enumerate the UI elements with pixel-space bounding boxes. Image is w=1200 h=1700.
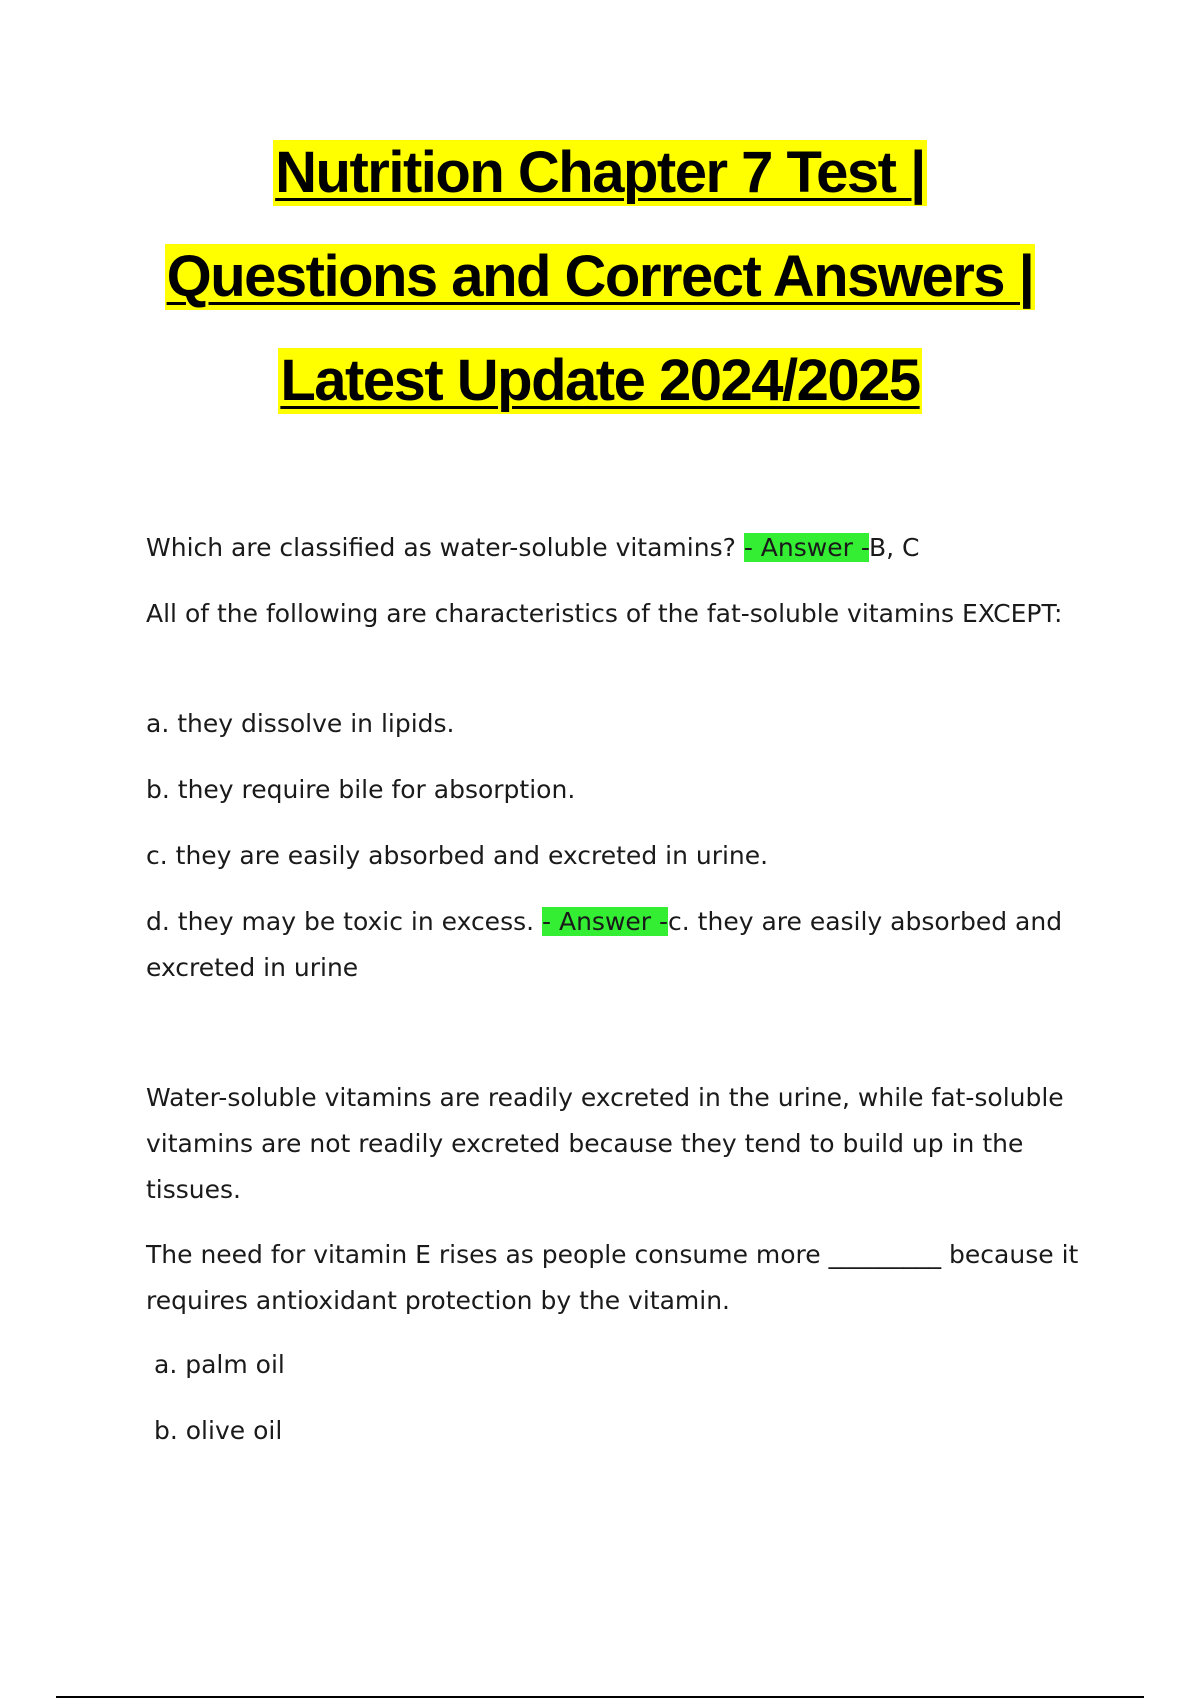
question-2-answer: c. they are easily absorbed and excreted in urine [146,907,1063,982]
answer-tag: - Answer - [743,533,869,562]
question-2-option-b: b. they require bile for absorption. [146,775,576,804]
question-3-option-a: a. palm oil [154,1350,285,1379]
question-2-option-c: c. they are easily absorbed and excreted in urine. [146,841,769,870]
title-line-2: Questions and Correct Answers | [166,244,1034,309]
question-1 [146,525,1086,571]
question-1-text: Which are classified as water-soluble vitamins? [146,533,744,562]
question-2-option-a: a. they dissolve in lipids. [146,709,455,738]
answer-tag: - Answer - [542,907,669,936]
document-title [0,140,1200,452]
question-3-option-b: b. olive oil [154,1416,283,1445]
question-1-answer: B, C [868,533,920,562]
option-d-text: d. they may be toxic in excess. [146,907,543,936]
question-3-stem: The need for vitamin E rises as people consume more _________ because it requires antioxidant protection by the vitamin. [146,1240,1079,1315]
question-2-option-d [146,899,1086,991]
question-2-stem: All of the following are characteristics of the fat-soluble vitamins EXCEPT: [146,599,1063,628]
title-line-3: Latest Update 2024/2025 [280,348,920,413]
footer-divider [56,1696,1144,1698]
explanation-paragraph: Water-soluble vitamins are readily excreted in the urine, while fat-soluble vitamins are not readily excreted because they tend to build up in the tissues. [146,1083,1064,1204]
title-line-1: Nutrition Chapter 7 Test | [275,140,925,205]
